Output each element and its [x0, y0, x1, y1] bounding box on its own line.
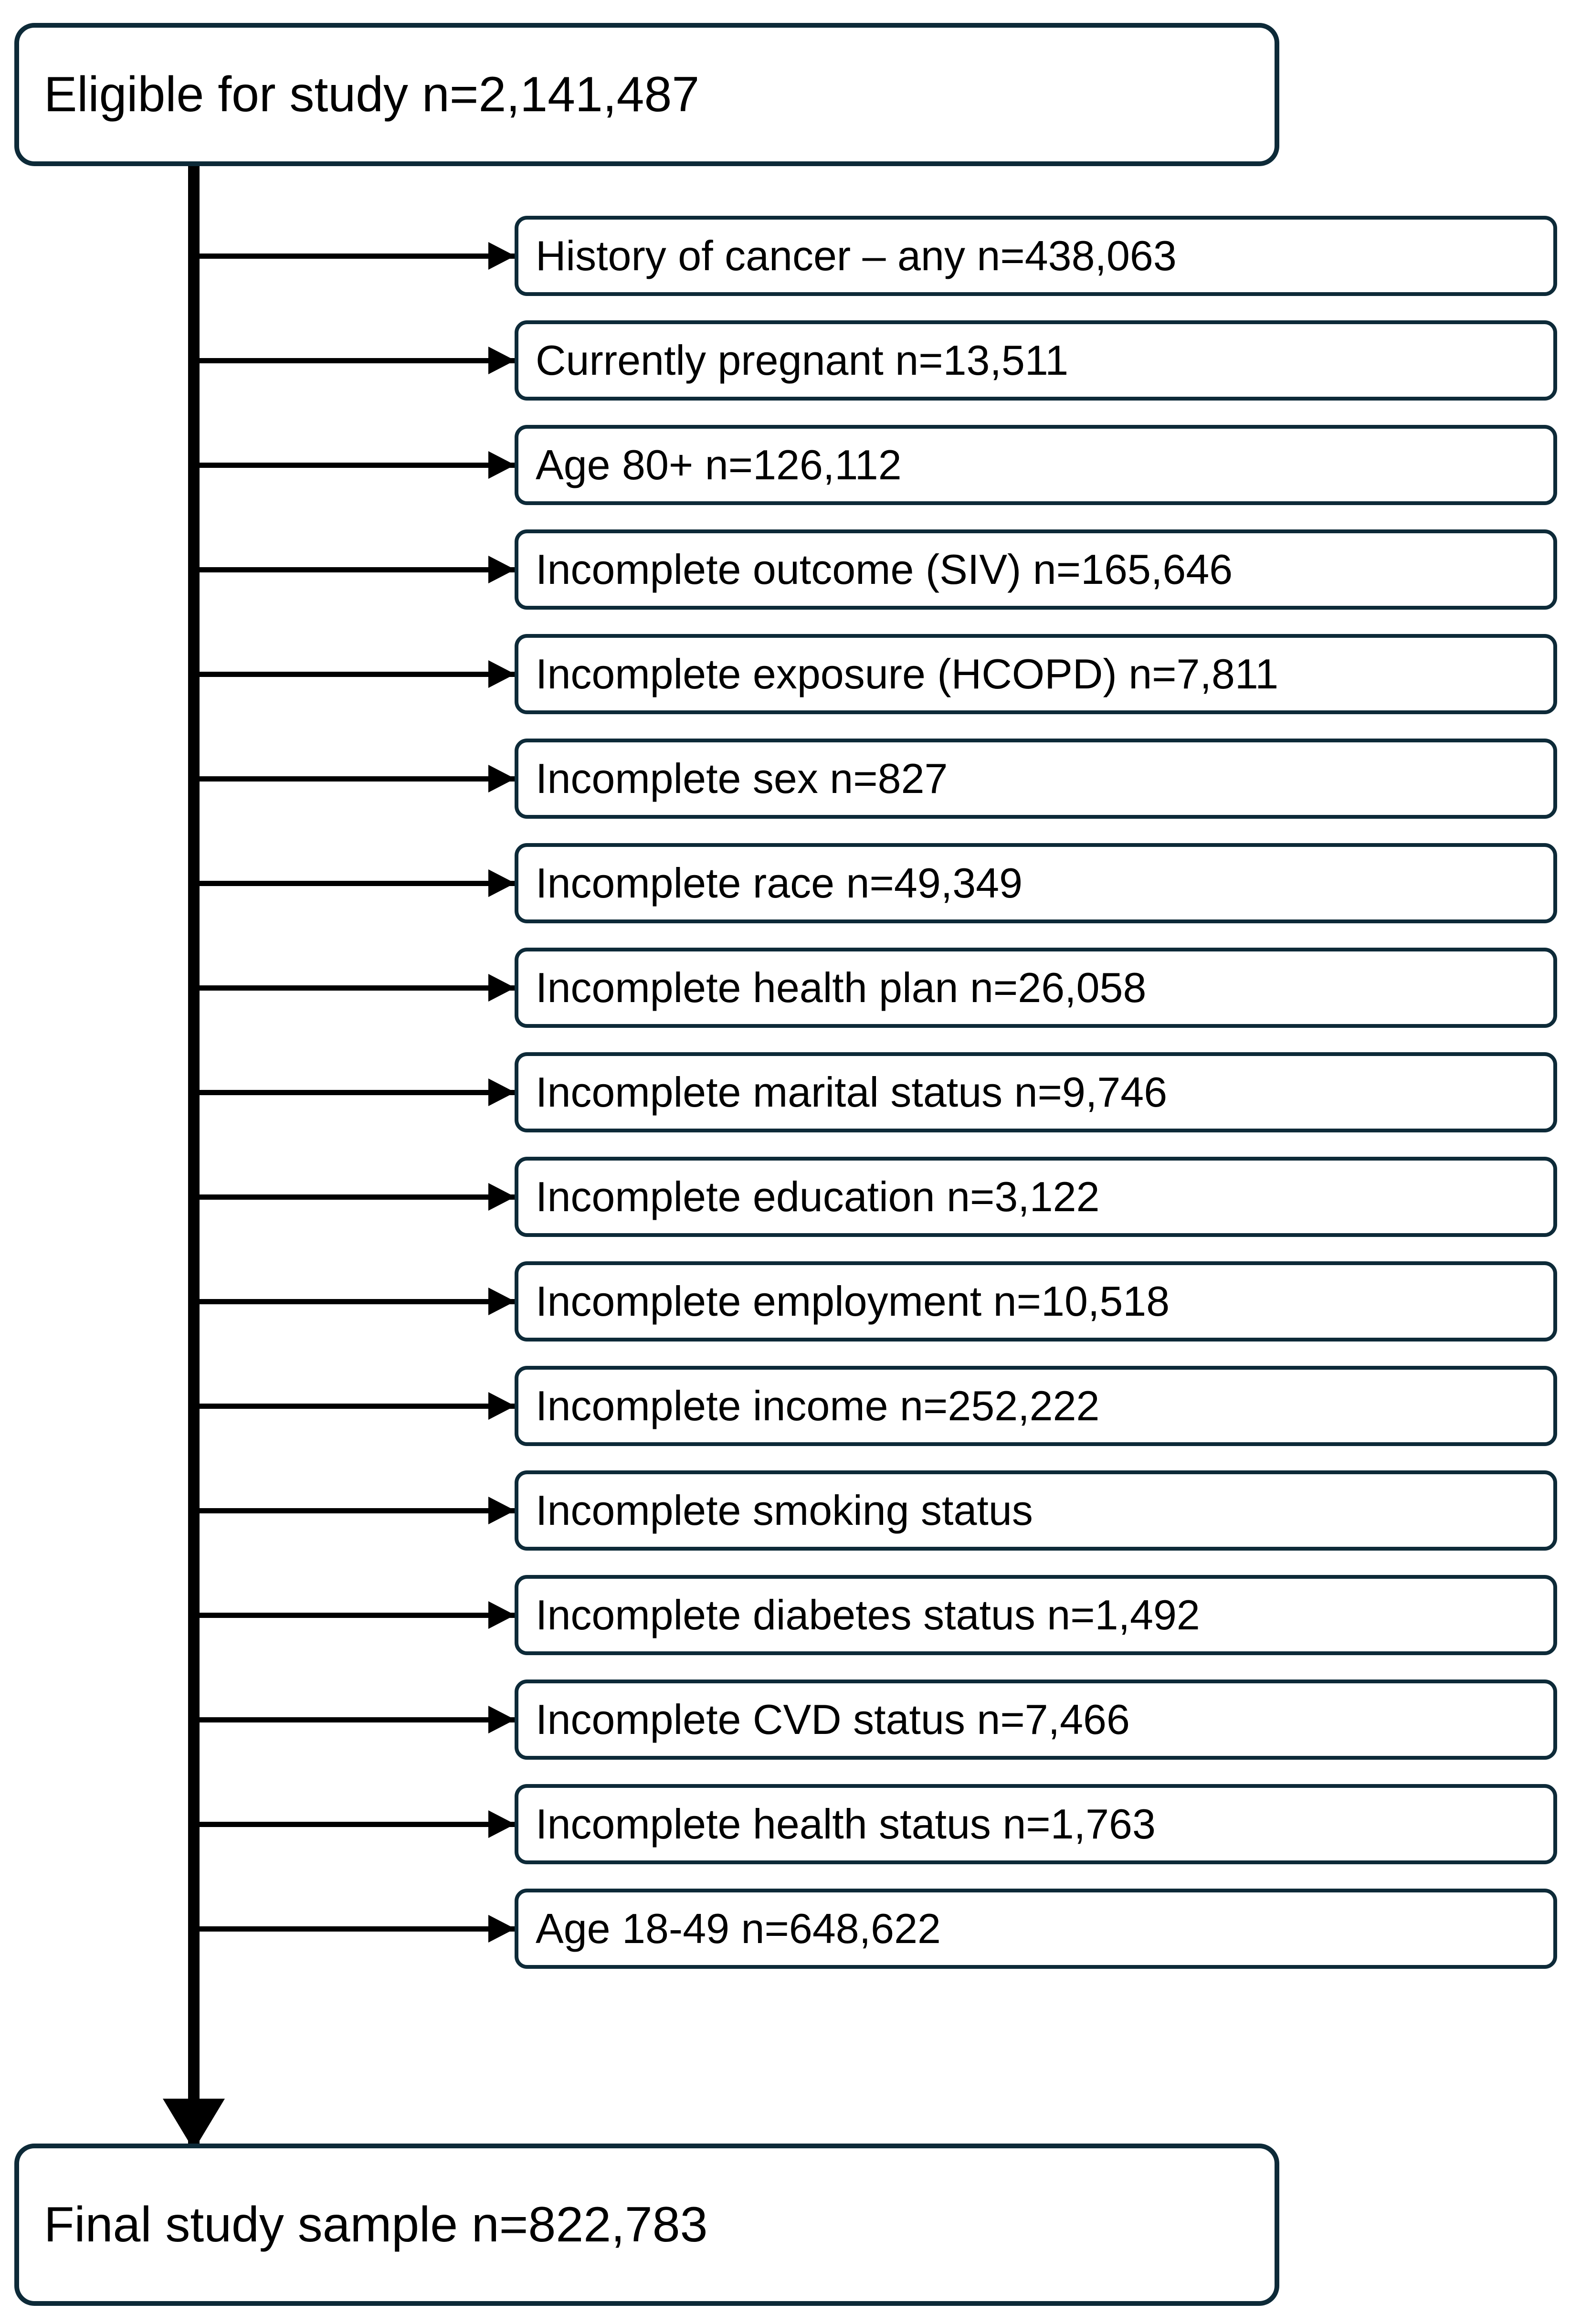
exclusion-box — [515, 1157, 1557, 1237]
exclusion-box — [515, 1680, 1557, 1760]
exclusion-label: Incomplete CVD status n=7,466 — [536, 1696, 1130, 1743]
exclusion-label: Incomplete employment n=10,518 — [536, 1278, 1170, 1325]
exclusion-label: History of cancer – any n=438,063 — [536, 232, 1177, 279]
exclusion-label: Incomplete health status n=1,763 — [536, 1800, 1156, 1848]
arrowhead-icon — [488, 1497, 515, 1524]
main-flow-trunk-line — [188, 166, 200, 2152]
exclusion-connector-arrow — [200, 776, 515, 782]
eligible-for-study-box — [14, 23, 1279, 166]
arrowhead-icon — [488, 1810, 515, 1838]
arrowhead-icon — [488, 765, 515, 792]
exclusion-label: Age 18-49 n=648,622 — [536, 1905, 941, 1952]
exclusion-connector-arrow — [200, 463, 515, 468]
exclusion-label: Incomplete income n=252,222 — [536, 1382, 1100, 1429]
exclusion-box — [515, 425, 1557, 505]
exclusion-connector-arrow — [200, 1717, 515, 1722]
exclusion-label: Incomplete marital status n=9,746 — [536, 1068, 1168, 1116]
exclusion-box — [515, 1470, 1557, 1551]
exclusion-label: Incomplete sex n=827 — [536, 755, 948, 802]
exclusion-connector-arrow — [200, 1926, 515, 1932]
exclusion-label: Incomplete outcome (SIV) n=165,646 — [536, 546, 1233, 593]
arrowhead-icon — [488, 1392, 515, 1420]
exclusion-box — [515, 320, 1557, 401]
exclusion-box — [515, 529, 1557, 610]
arrowhead-icon — [488, 660, 515, 688]
arrowhead-icon — [488, 556, 515, 583]
exclusion-connector-arrow — [200, 881, 515, 886]
exclusion-connector-arrow — [200, 985, 515, 991]
exclusion-box — [515, 1366, 1557, 1446]
arrowhead-icon — [488, 1601, 515, 1629]
exclusion-connector-arrow — [200, 672, 515, 677]
exclusion-label: Currently pregnant n=13,511 — [536, 337, 1069, 384]
arrowhead-icon — [488, 451, 515, 479]
exclusion-connector-arrow — [200, 1090, 515, 1095]
exclusion-connector-arrow — [200, 1508, 515, 1513]
exclusion-connector-arrow — [200, 1299, 515, 1304]
exclusion-label: Incomplete diabetes status n=1,492 — [536, 1591, 1200, 1638]
exclusion-box — [515, 1261, 1557, 1342]
exclusion-box — [515, 948, 1557, 1028]
exclusion-box — [515, 1784, 1557, 1864]
arrowhead-icon — [488, 242, 515, 270]
exclusion-box — [515, 634, 1557, 714]
eligible-for-study-label: Eligible for study n=2,141,487 — [44, 67, 700, 122]
arrowhead-icon — [488, 1183, 515, 1211]
exclusion-connector-arrow — [200, 358, 515, 363]
exclusion-box — [515, 1889, 1557, 1969]
exclusion-connector-arrow — [200, 1822, 515, 1827]
arrowhead-icon — [488, 347, 515, 374]
exclusion-box — [515, 739, 1557, 819]
final-study-sample-box — [14, 2144, 1279, 2306]
arrowhead-icon — [488, 974, 515, 1002]
exclusion-connector-arrow — [200, 567, 515, 572]
final-study-sample-label: Final study sample n=822,783 — [44, 2197, 708, 2252]
main-flow-arrowhead-icon — [163, 2099, 225, 2150]
exclusion-label: Incomplete smoking status — [536, 1487, 1033, 1534]
arrowhead-icon — [488, 1915, 515, 1943]
exclusion-connector-arrow — [200, 1613, 515, 1618]
arrowhead-icon — [488, 1288, 515, 1315]
exclusion-connector-arrow — [200, 254, 515, 259]
exclusion-box — [515, 216, 1557, 296]
exclusion-connector-arrow — [200, 1194, 515, 1200]
arrowhead-icon — [488, 869, 515, 897]
exclusion-label: Incomplete race n=49,349 — [536, 859, 1023, 907]
exclusion-box — [515, 843, 1557, 923]
arrowhead-icon — [488, 1706, 515, 1733]
exclusion-label: Age 80+ n=126,112 — [536, 441, 902, 488]
exclusion-box — [515, 1575, 1557, 1655]
arrowhead-icon — [488, 1078, 515, 1106]
exclusion-label: Incomplete exposure (HCOPD) n=7,811 — [536, 650, 1279, 697]
exclusion-label: Incomplete health plan n=26,058 — [536, 964, 1147, 1011]
exclusion-label: Incomplete education n=3,122 — [536, 1173, 1100, 1220]
exclusion-box — [515, 1052, 1557, 1132]
exclusion-connector-arrow — [200, 1404, 515, 1409]
